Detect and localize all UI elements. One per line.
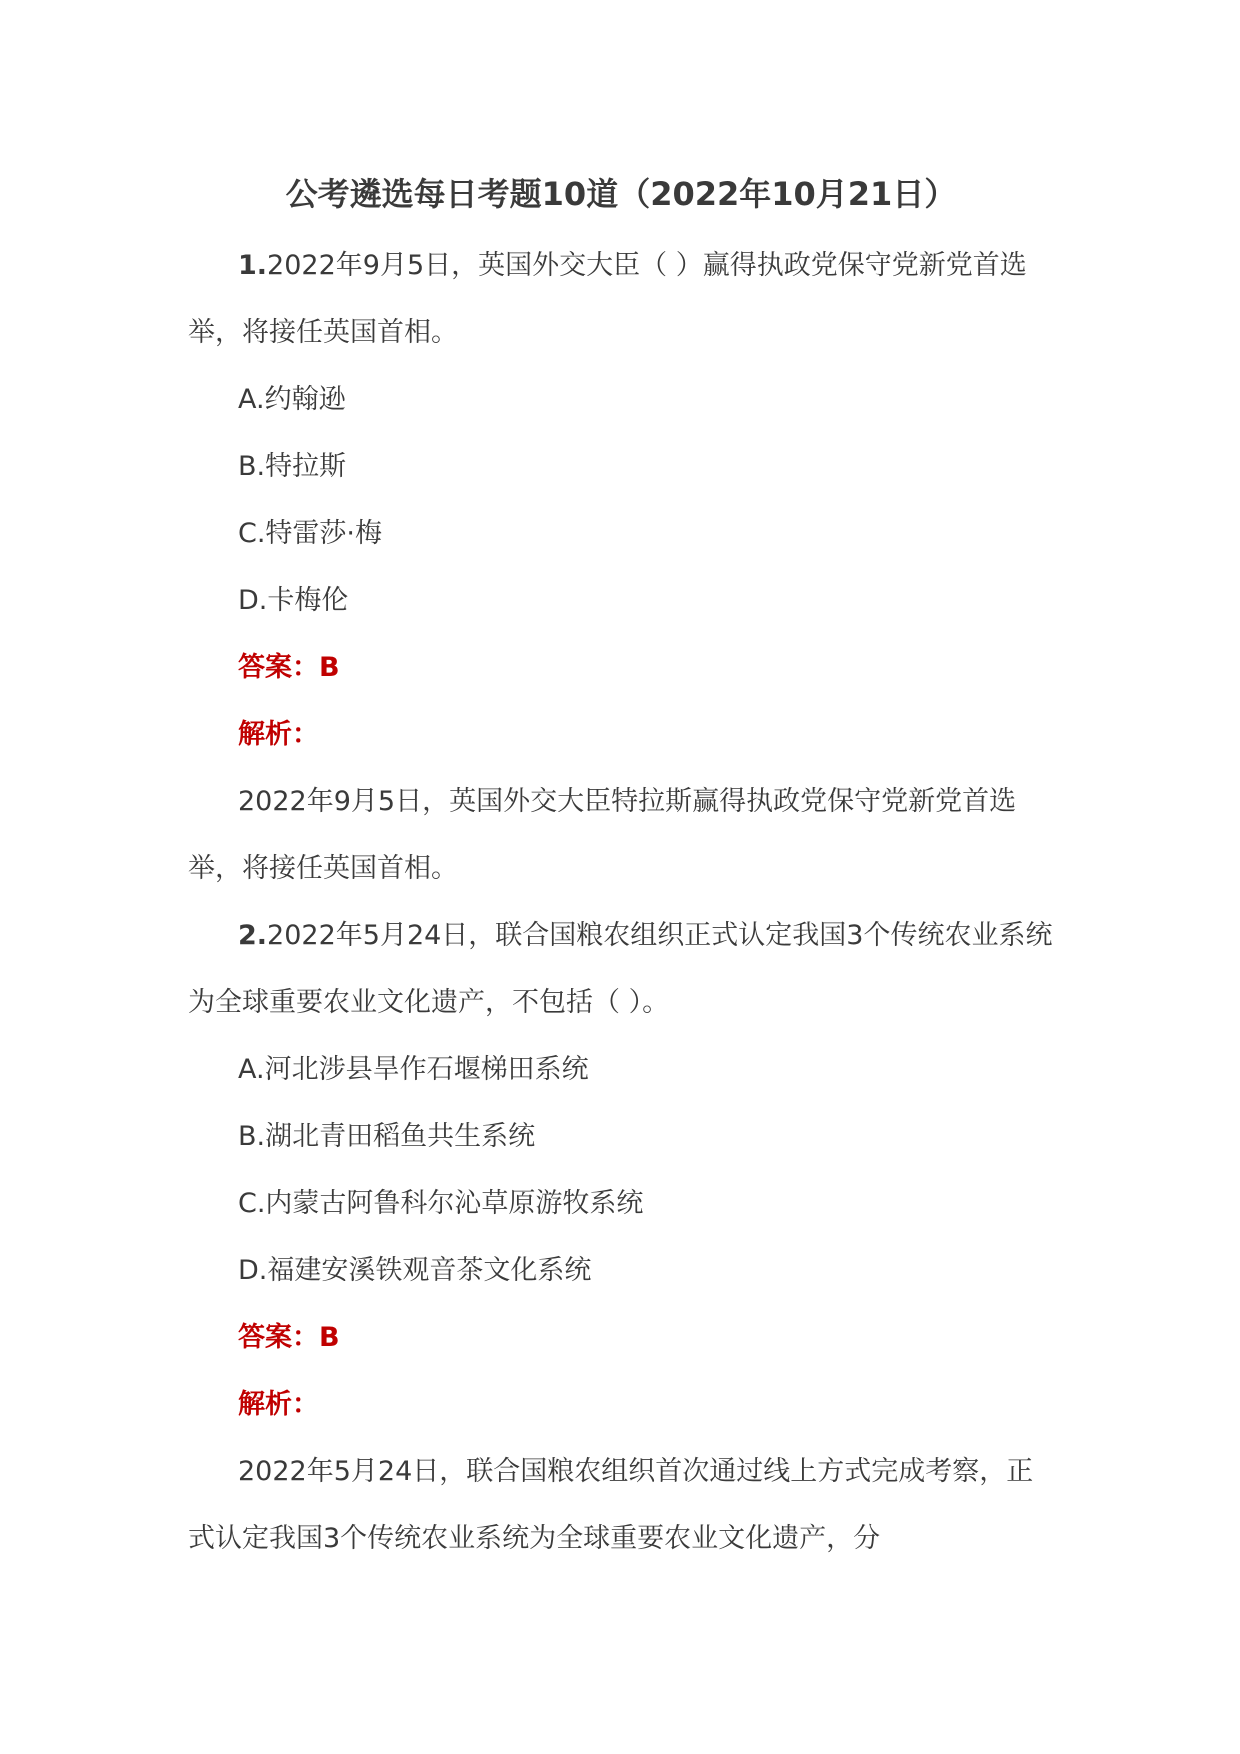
question-1-option-d: D.卡梅伦 bbox=[238, 585, 349, 616]
question-2-option-a: A.河北涉县旱作石堰梯田系统 bbox=[238, 1054, 589, 1085]
question-2-answer: 答案：B bbox=[238, 1322, 340, 1353]
question-1-number: 1. bbox=[238, 250, 268, 281]
question-1-option-c: C.特雷莎·梅 bbox=[238, 518, 383, 549]
question-2-option-d: D.福建安溪铁观音茶文化系统 bbox=[238, 1255, 592, 1286]
question-1-analysis: 2022年9月5日，英国外交大臣特拉斯赢得执政党保守党新党首选举，将接任英国首相。 bbox=[188, 786, 1017, 884]
question-1-option-a: A.约翰逊 bbox=[238, 384, 346, 415]
question-2-analysis: 2022年5月24日，联合国粮农组织首次通过线上方式完成考察，正式认定我国3个传统农业系统为全球重要农业文化遗产，分 bbox=[188, 1456, 1034, 1554]
document-title: 公考遴选每日考题10道（2022年10月21日） bbox=[285, 175, 957, 213]
question-2-text: 2022年5月24日，联合国粮农组织正式认定我国3个传统农业系统为全球重要农业文化遗产，不包括（ ）。 bbox=[188, 920, 1053, 1018]
document-body bbox=[188, 232, 1054, 1572]
question-1-text: 2022年9月5日，英国外交大臣（ ）赢得执政党保守党新党首选举，将接任英国首相。 bbox=[188, 250, 1027, 348]
question-2-option-b: B.湖北青田稻鱼共生系统 bbox=[238, 1121, 536, 1152]
question-1-answer: 答案：B bbox=[238, 652, 340, 683]
question-2-stem bbox=[188, 902, 1054, 1036]
question-1-option-b: B.特拉斯 bbox=[238, 451, 347, 482]
question-2-option-c: C.内蒙古阿鲁科尔沁草原游牧系统 bbox=[238, 1188, 644, 1219]
question-1-analysis-label: 解析： bbox=[238, 719, 319, 750]
question-2-number: 2. bbox=[238, 920, 268, 951]
question-2-analysis-label: 解析： bbox=[238, 1389, 319, 1420]
question-1-stem bbox=[188, 232, 1054, 366]
